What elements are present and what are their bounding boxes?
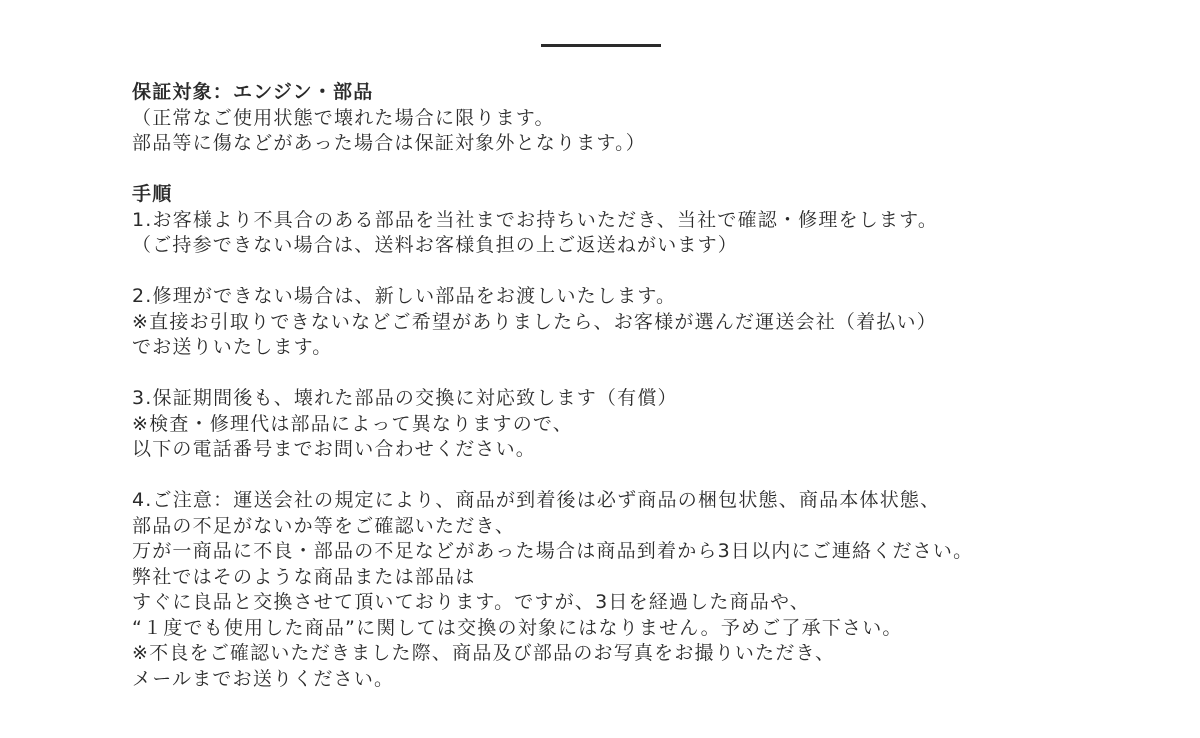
warranty-line: 部品等に傷などがあった場合は保証対象外となります。） <box>132 132 646 154</box>
top-divider <box>541 44 661 47</box>
step3-line: 3.保証期間後も、壊れた部品の交換に対応致します（有償） <box>132 387 678 409</box>
spacer <box>132 463 1182 489</box>
warranty-title: 保証対象：エンジン・部品 <box>132 81 374 103</box>
step4-line: すぐに良品と交換させて頂いております。ですが、3日を経過した商品や、 <box>132 591 810 613</box>
step4-line: 部品の不足がないか等をご確認いただき、 <box>132 514 516 537</box>
step4-line: 万が一商品に不良・部品の不足などがあった場合は商品到着から3日以内にご連絡ください。 <box>132 540 974 562</box>
procedure-title: 手順 <box>132 183 173 205</box>
spacer <box>132 259 1182 285</box>
spacer <box>132 361 1182 387</box>
step2-line: ※直接お引取りできないなどご希望がありましたら、お客様が選んだ運送会社（着払い） <box>132 310 937 333</box>
step4-line: 弊社ではそのような商品または部品は <box>132 565 476 588</box>
warranty-line: （正常なご使用状態で壊れた場合に限ります。 <box>132 106 555 129</box>
step3-line: 以下の電話番号までお問い合わせください。 <box>132 438 537 460</box>
spacer <box>132 157 1182 183</box>
step3-line: ※検査・修理代は部品によって異なりますので、 <box>132 412 573 435</box>
step2-line: でお送りいたします。 <box>132 336 333 358</box>
step1-line: （ご持参できない場合は、送料お客様負担の上ご返送ねがいます） <box>132 234 739 256</box>
warranty-document <box>132 80 1182 692</box>
step2-line: 2.修理ができない場合は、新しい部品をお渡しいたします。 <box>132 285 677 307</box>
step4-line: 4.ご注意：運送会社の規定により、商品が到着後は必ず商品の梱包状態、商品本体状態、 <box>132 489 941 511</box>
step4-line: “１度でも使用した商品”に関しては交換の対象にはなりません。予めご了承下さい。 <box>132 616 903 639</box>
step4-line: メールまでお送りください。 <box>132 667 395 690</box>
step1-line: 1.お客様より不具合のある部品を当社までお持ちいただき、当社で確認・修理をします。 <box>132 208 939 231</box>
step4-line: ※不良をご確認いただきました際、商品及び部品のお写真をお撮りいただき、 <box>132 642 836 664</box>
